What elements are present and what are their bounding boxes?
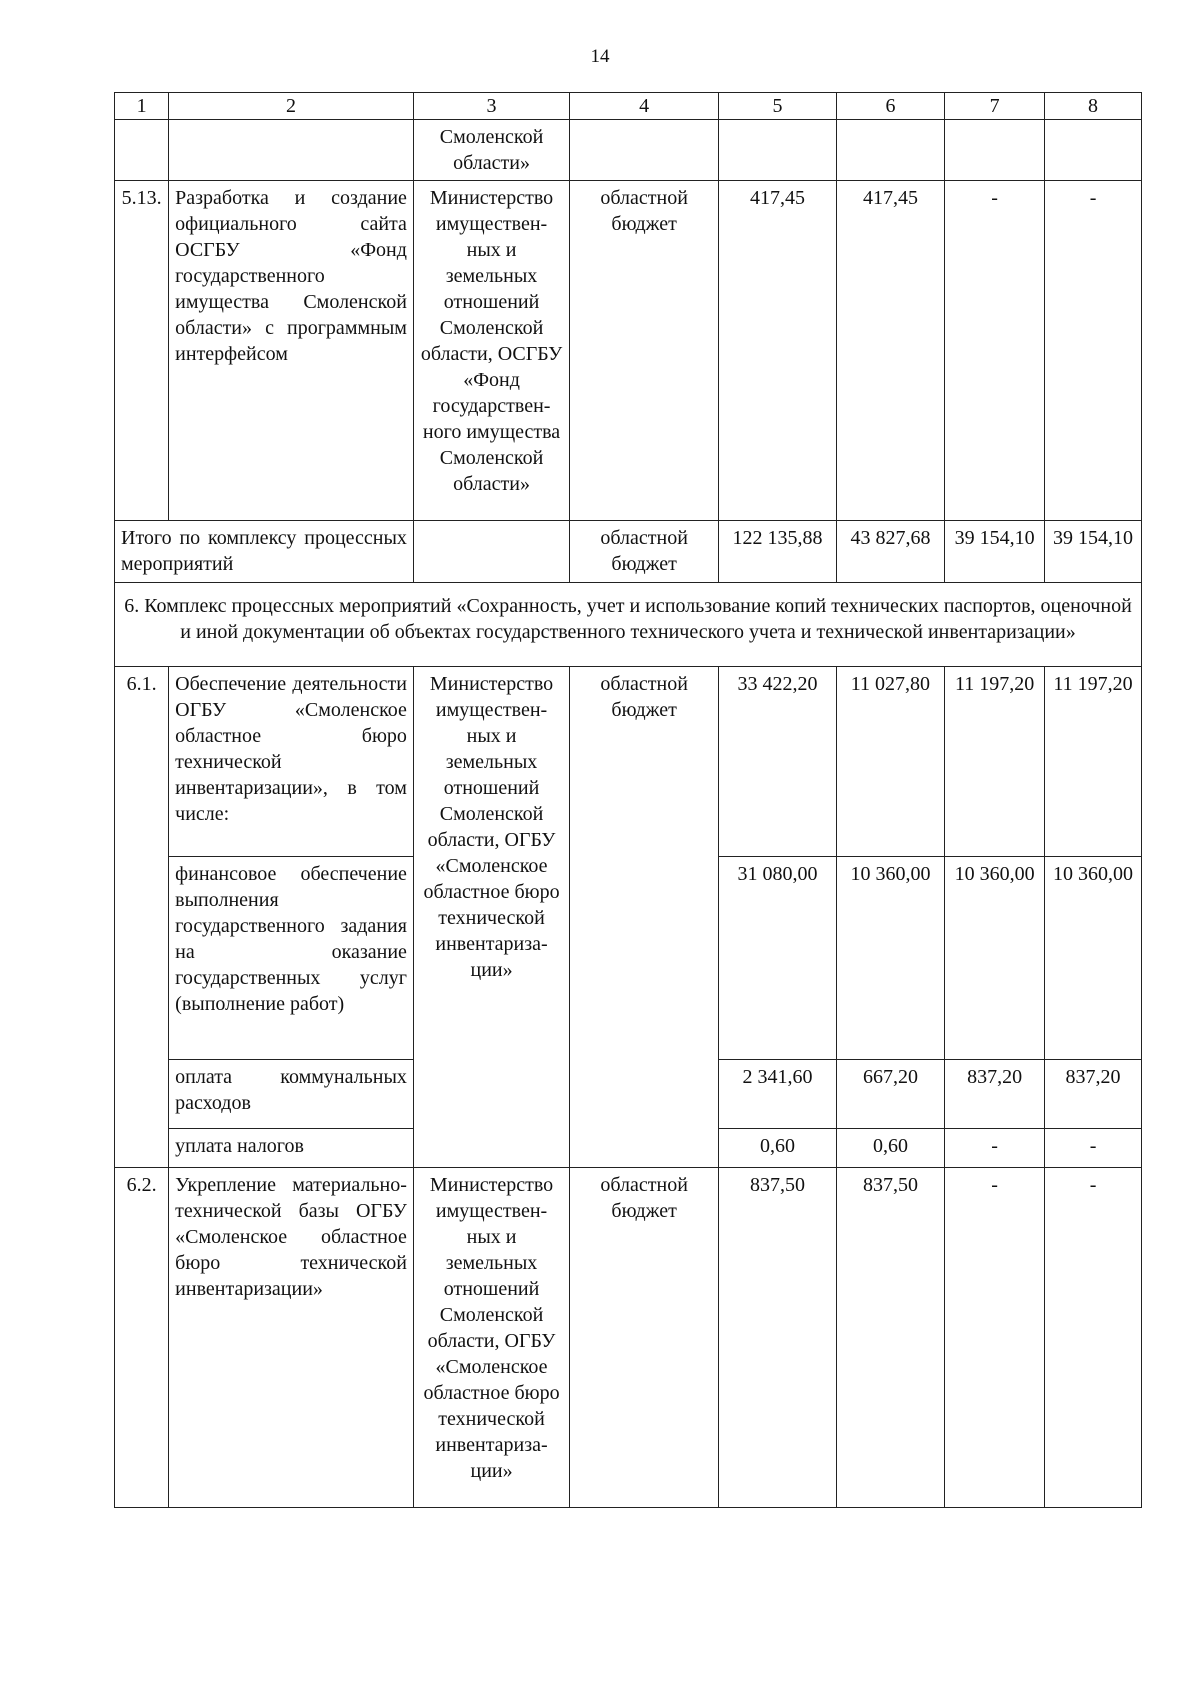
header-col-2: 2: [169, 93, 414, 120]
header-col-1: 1: [115, 93, 169, 120]
value-col-6: 417,45: [836, 181, 944, 521]
sub-value-col-8: 10 360,00: [1045, 857, 1142, 1060]
value-col-8: 11 197,20: [1045, 667, 1142, 857]
funding-source: областной бюджет: [570, 181, 719, 521]
value-col-7: 11 197,20: [945, 667, 1045, 857]
section-6-row: [115, 583, 1142, 667]
activity-name: Разработка и создание официального сайта ОСГБУ «Фонд государственного имущества Смоленской области» с программным интерфейсом: [169, 181, 414, 521]
row-number: 6.1.: [115, 667, 169, 1168]
sub-value-col-5: 2 341,60: [719, 1060, 837, 1129]
header-col-7: 7: [945, 93, 1045, 120]
executor: Министерство имуществен-ных и земельных отношений Смоленской области, ОСГБУ «Фонд государствен-ного имущества Смоленской области»: [413, 181, 569, 521]
sub-value-col-6: 667,20: [836, 1060, 944, 1129]
continuation-row: [115, 120, 1142, 181]
value-col-5: 417,45: [719, 181, 837, 521]
value-col-7: -: [945, 1168, 1045, 1508]
row-number: 6.2.: [115, 1168, 169, 1508]
row-6-2: [115, 1168, 1142, 1508]
header-col-6: 6: [836, 93, 944, 120]
value-col-7: -: [945, 181, 1045, 521]
sub-value-col-5: 31 080,00: [719, 857, 837, 1060]
sub-value-col-7: 837,20: [945, 1060, 1045, 1129]
sub-value-col-7: -: [945, 1129, 1045, 1168]
page-number: 14: [590, 46, 610, 67]
total-col-8: 39 154,10: [1045, 521, 1142, 583]
sub-value-col-8: -: [1045, 1129, 1142, 1168]
total-col-5: 122 135,88: [719, 521, 837, 583]
row-number: 5.13.: [115, 181, 169, 521]
activity-name: Обеспечение деятельности ОГБУ «Смоленское областное бюро технической инвентаризации», в том числе:: [169, 667, 414, 857]
total-col-6: 43 827,68: [836, 521, 944, 583]
header-col-8: 8: [1045, 93, 1142, 120]
activity-name: Укрепление материально-технической базы ОГБУ «Смоленское областное бюро технической инвентаризации»: [169, 1168, 414, 1508]
total-label: Итого по комплексу процессных мероприятий: [115, 521, 414, 583]
sub-value-col-6: 10 360,00: [836, 857, 944, 1060]
sub-value-col-7: 10 360,00: [945, 857, 1045, 1060]
sub-activity-name: уплата налогов: [169, 1129, 414, 1168]
sub-value-col-8: 837,20: [1045, 1060, 1142, 1129]
value-col-6: 11 027,80: [836, 667, 944, 857]
sub-activity-name: финансовое обеспечение выполнения государственного задания на оказание государственных услуг (выполнение работ): [169, 857, 414, 1060]
funding-source: областной бюджет: [570, 667, 719, 1168]
executor: Министерство имуществен-ных и земельных отношений Смоленской области, ОГБУ «Смоленское областное бюро технической инвентариза-ции»: [413, 667, 569, 1168]
header-col-5: 5: [719, 93, 837, 120]
header-col-4: 4: [570, 93, 719, 120]
total-row: [115, 521, 1142, 583]
header-col-3: 3: [413, 93, 569, 120]
funding-source: областной бюджет: [570, 1168, 719, 1508]
header-row: [115, 93, 1142, 120]
sub-value-col-5: 0,60: [719, 1129, 837, 1168]
value-col-5: 837,50: [719, 1168, 837, 1508]
value-col-8: -: [1045, 181, 1142, 521]
continuation-executor: Смоленской области»: [413, 120, 569, 181]
total-col-7: 39 154,10: [945, 521, 1045, 583]
executor: Министерство имуществен-ных и земельных отношений Смоленской области, ОГБУ «Смоленское областное бюро технической инвентариза-ции»: [413, 1168, 569, 1508]
row-6-1: [115, 667, 1142, 857]
sub-activity-name: оплата коммунальных расходов: [169, 1060, 414, 1129]
row-5-13: [115, 181, 1142, 521]
sub-value-col-6: 0,60: [836, 1129, 944, 1168]
section-title: 6. Комплекс процессных мероприятий «Сохранность, учет и использование копий технических паспортов, оценочной и иной документации об объектах государственного технического учета и технической инвентаризации»: [115, 583, 1142, 667]
value-col-8: -: [1045, 1168, 1142, 1508]
value-col-6: 837,50: [836, 1168, 944, 1508]
total-funding-source: областной бюджет: [570, 521, 719, 583]
value-col-5: 33 422,20: [719, 667, 837, 857]
budget-table: [114, 92, 1142, 1508]
